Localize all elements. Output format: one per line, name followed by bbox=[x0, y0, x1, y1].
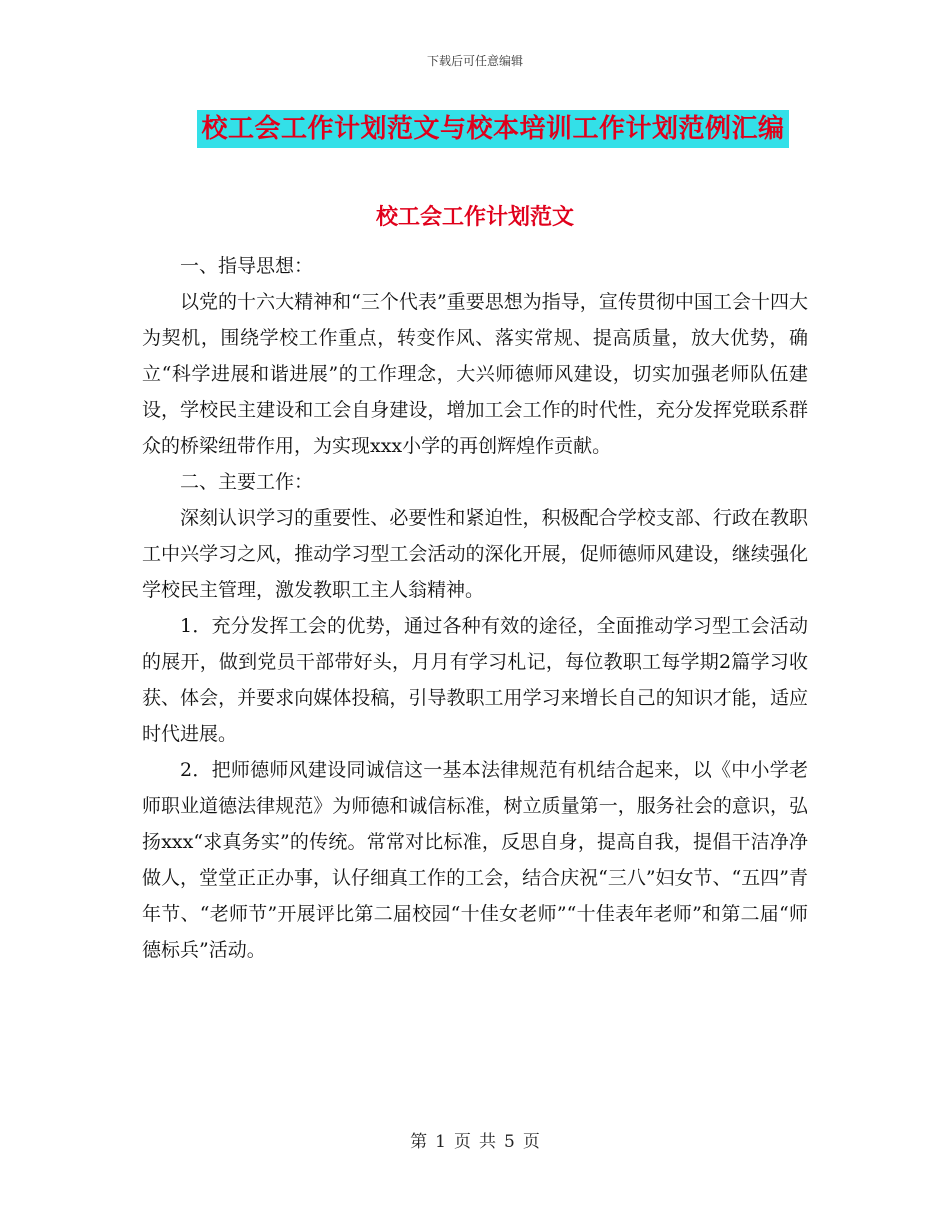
paragraph-item-1: 1．充分发挥工会的优势，通过各种有效的途径，全面推动学习型工会活动的展开，做到党员干部带好头，月月有学习札记，每位教职工每学期2篇学习收获、体会，并要求向媒体投稿，引导教职工用学习来增长自己的知识才能，适应时代进展。 bbox=[142, 615, 808, 745]
page-footer bbox=[0, 1127, 950, 1152]
header-note: 下载后可任意编辑 bbox=[426, 54, 523, 68]
document-title: 校工会工作计划范文与校本培训工作计划范例汇编 bbox=[197, 110, 788, 148]
footer-total-label: 共 bbox=[479, 1132, 496, 1152]
document-title-container bbox=[0, 110, 950, 148]
footer-suffix: 页 bbox=[522, 1132, 540, 1152]
heading-guiding-ideology: 一、指导思想： bbox=[180, 255, 314, 277]
footer-prefix: 第 bbox=[410, 1132, 428, 1152]
footer-mid: 页 bbox=[454, 1132, 471, 1152]
document-body bbox=[142, 248, 808, 968]
paragraph-item-2: 2．把师德师风建设同诚信这一基本法律规范有机结合起来，以《中小学老师职业道德法律规范》为师德和诚信标准，树立质量第一，服务社会的意识，弘扬xxx“求真务实”的传统。常常对比标准，反思自身，提高自我，提倡干洁净净做人，堂堂正正办事，认仔细真工作的工会，结合庆祝“三八”妇女节、“五四”青年节、“老师节”开展评比第二届校园“十佳女老师”“十佳表年老师”和第二届“师德标兵”活动。 bbox=[142, 759, 808, 961]
footer-total-pages: 5 bbox=[504, 1132, 515, 1152]
heading-main-work: 二、主要工作： bbox=[180, 471, 314, 493]
section-title: 校工会工作计划范文 bbox=[375, 204, 574, 230]
paragraph-main-work-intro: 深刻认识学习的重要性、必要性和紧迫性，积极配合学校支部、行政在教职工中兴学习之风，推动学习型工会活动的深化开展，促师德师风建设，继续强化学校民主管理，激发教职工主人翁精神。 bbox=[142, 507, 808, 601]
paragraph-guiding-ideology: 以党的十六大精神和“三个代表”重要思想为指导，宣传贯彻中国工会十四大为契机，围绕学校工作重点，转变作风、落实常规、提高质量，放大优势，确立“科学进展和谐进展”的工作理念，大兴师德师风建设，切实加强老师队伍建设，学校民主建设和工会自身建设，增加工会工作的时代性，充分发挥党联系群众的桥梁纽带作用，为实现xxx小学的再创辉煌作贡献。 bbox=[142, 291, 808, 457]
footer-current-page: 1 bbox=[435, 1132, 446, 1152]
